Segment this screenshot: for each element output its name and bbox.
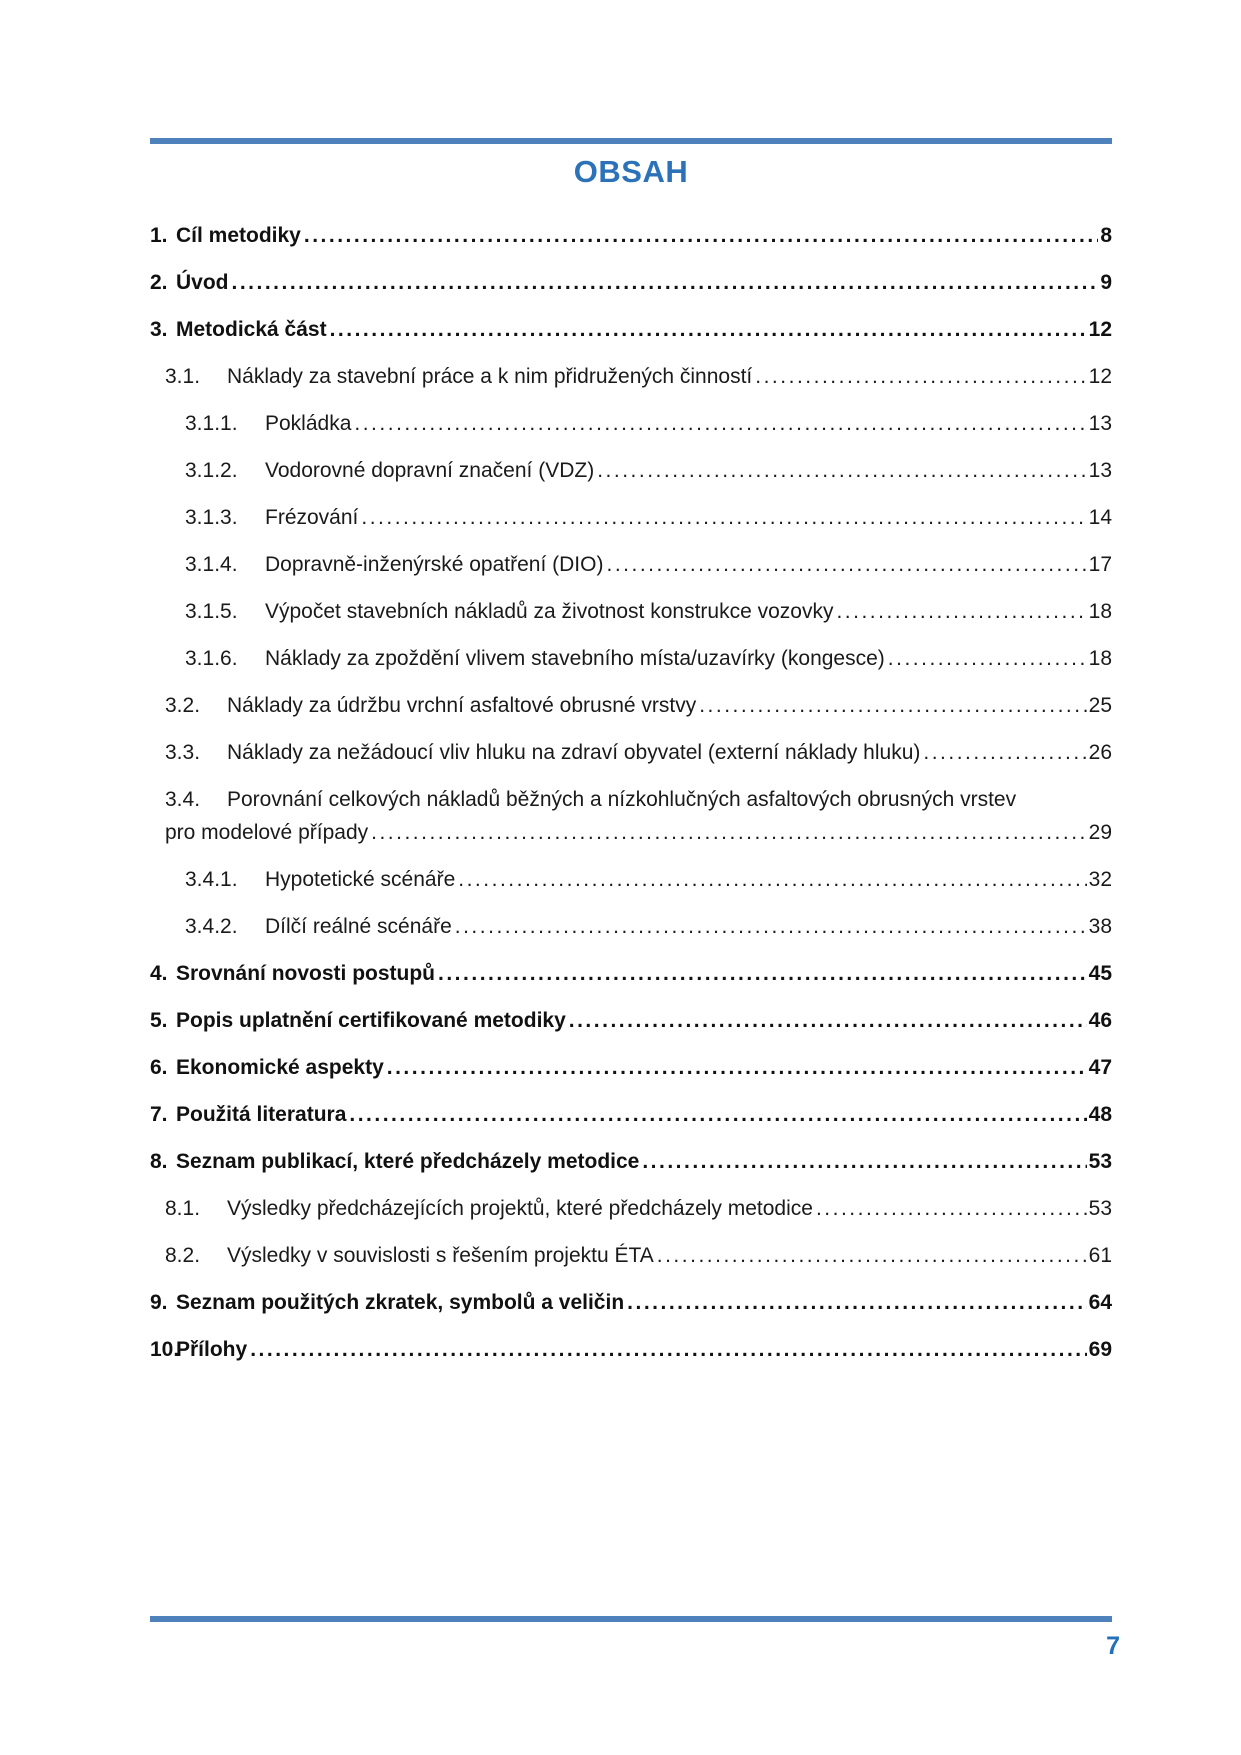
- toc-leader-dots: [458, 866, 1086, 893]
- toc-entry-label: Seznam použitých zkratek, symbolů a veličin: [176, 1291, 625, 1314]
- toc-entry[interactable]: [150, 269, 1112, 296]
- toc-entry-number: 3.: [150, 318, 168, 341]
- toc-entry-number: 10.: [150, 1338, 180, 1361]
- toc-entry-page: 12: [1088, 318, 1112, 341]
- toc-entry-label: Popis uplatnění certifikované metodiky: [176, 1009, 566, 1032]
- toc-entry-number: 9.: [150, 1291, 168, 1314]
- toc-leader-dots: [627, 1289, 1086, 1316]
- toc-entry[interactable]: [150, 786, 1112, 813]
- toc-entry-label: Seznam publikací, které předcházely metodice: [176, 1150, 640, 1173]
- toc-entry[interactable]: [150, 960, 1112, 987]
- toc-leader-dots: [642, 1148, 1086, 1175]
- toc-entry-number: 2.: [150, 271, 168, 294]
- toc-entry-label: Frézování: [265, 506, 359, 529]
- toc-entry-number: 6.: [150, 1056, 168, 1079]
- toc-entry-number: 5.: [150, 1009, 168, 1032]
- toc-entry-page: 18: [1088, 647, 1112, 670]
- toc-leader-dots: [606, 551, 1086, 578]
- toc-entry-label: Náklady za stavební práce a k nim přidružených činností: [227, 365, 753, 388]
- toc-entry-page: 9: [1100, 271, 1112, 294]
- toc-leader-dots: [330, 316, 1087, 343]
- toc-entry-page: 61: [1088, 1244, 1112, 1267]
- toc-entry[interactable]: [150, 1007, 1112, 1034]
- toc-entry-number: 3.1.3.: [185, 506, 238, 529]
- toc-entry-label: Ekonomické aspekty: [176, 1056, 384, 1079]
- toc-leader-dots: [455, 913, 1087, 940]
- toc-entry-page: 14: [1088, 506, 1112, 529]
- toc-leader-dots: [250, 1336, 1086, 1363]
- toc-leader-dots: [354, 410, 1086, 437]
- toc-entry[interactable]: [150, 1289, 1112, 1316]
- toc-entry-number: 3.2.: [165, 694, 201, 717]
- toc-entry-page: 48: [1088, 1103, 1112, 1126]
- toc-entry-label: Náklady za údržbu vrchní asfaltové obrusné vrstvy: [227, 694, 697, 717]
- toc-entry-page: 29: [1088, 821, 1112, 844]
- toc-entry[interactable]: [150, 866, 1112, 893]
- toc-entry-page: 53: [1088, 1150, 1112, 1173]
- toc-entry[interactable]: [150, 222, 1112, 249]
- toc-entry[interactable]: [150, 363, 1112, 390]
- toc-entry-label: Přílohy: [176, 1338, 248, 1361]
- toc-entry-label: Srovnání novosti postupů: [176, 962, 436, 985]
- footer-page-number: 7: [1106, 1632, 1120, 1660]
- toc-entry-number: 8.2.: [165, 1244, 201, 1267]
- toc-entry-number: 3.4.1.: [185, 868, 238, 891]
- toc-entry[interactable]: [150, 739, 1112, 766]
- toc-entry[interactable]: [150, 913, 1112, 940]
- toc-leader-dots: [923, 739, 1086, 766]
- toc-entry-label: Úvod: [176, 271, 229, 294]
- toc-entry-number: 3.4.2.: [185, 915, 238, 938]
- toc-entry[interactable]: [150, 1336, 1112, 1363]
- toc-list: [150, 212, 1112, 1383]
- toc-entry-page: 13: [1088, 459, 1112, 482]
- toc-leader-dots: [888, 645, 1087, 672]
- bottom-divider-rule: [150, 1616, 1112, 1622]
- toc-entry-label: Hypotetické scénáře: [265, 868, 456, 891]
- toc-entry-label: Pokládka: [265, 412, 352, 435]
- toc-leader-dots: [816, 1195, 1087, 1222]
- toc-entry[interactable]: [150, 1148, 1112, 1175]
- toc-entry[interactable]: [150, 1242, 1112, 1269]
- toc-entry-number: 8.: [150, 1150, 168, 1173]
- toc-leader-dots: [371, 819, 1087, 846]
- toc-entry-page: 18: [1088, 600, 1112, 623]
- toc-entry-number: 1.: [150, 224, 168, 247]
- toc-title: OBSAH: [573, 154, 689, 189]
- toc-leader-dots: [438, 960, 1087, 987]
- toc-entry-page: 25: [1088, 694, 1112, 717]
- toc-leader-dots: [361, 504, 1086, 531]
- toc-entry-label: Použitá literatura: [176, 1103, 347, 1126]
- toc-leader-dots: [349, 1101, 1086, 1128]
- toc-leader-dots: [569, 1007, 1087, 1034]
- toc-entry-number: 3.1.1.: [185, 412, 238, 435]
- toc-entry-page: 53: [1088, 1197, 1112, 1220]
- toc-entry[interactable]: [150, 692, 1112, 719]
- toc-entry-number: 8.1.: [165, 1197, 201, 1220]
- toc-entry[interactable]: [150, 457, 1112, 484]
- toc-entry-label: Cíl metodiky: [176, 224, 301, 247]
- toc-entry-page: 46: [1088, 1009, 1112, 1032]
- toc-leader-dots: [755, 363, 1086, 390]
- toc-entry-label: Vodorovné dopravní značení (VDZ): [265, 459, 595, 482]
- toc-entry-number: 3.3.: [165, 741, 201, 764]
- toc-entry-page: 8: [1100, 224, 1112, 247]
- toc-entry-number: 3.1.5.: [185, 600, 238, 623]
- toc-entry-page: 47: [1088, 1056, 1112, 1079]
- toc-entry-number: 7.: [150, 1103, 168, 1126]
- toc-entry-label: Dílčí reálné scénáře: [265, 915, 452, 938]
- toc-entry-label: Výsledky v souvislosti s řešením projektu ÉTA: [227, 1244, 654, 1267]
- toc-entry-page: 64: [1088, 1291, 1112, 1314]
- toc-entry[interactable]: [150, 1101, 1112, 1128]
- toc-entry-page: 38: [1088, 915, 1112, 938]
- toc-entry-page: 12: [1088, 365, 1112, 388]
- toc-entry-page: 17: [1088, 553, 1112, 576]
- toc-entry-label: Náklady za zpoždění vlivem stavebního místa/uzavírky (kongesce): [265, 647, 885, 670]
- toc-entry[interactable]: [150, 410, 1112, 437]
- toc-entry-number: 4.: [150, 962, 168, 985]
- toc-leader-dots: [597, 457, 1086, 484]
- toc-entry[interactable]: [150, 504, 1112, 531]
- top-divider-rule: [150, 138, 1112, 144]
- toc-entry[interactable]: [150, 1195, 1112, 1222]
- toc-entry-page: 32: [1088, 868, 1112, 891]
- toc-entry-number: 3.4.: [165, 788, 201, 811]
- toc-entry-label: Porovnání celkových nákladů běžných a nízkohlučných asfaltových obrusných vrstev: [227, 788, 1017, 811]
- toc-leader-dots: [699, 692, 1086, 719]
- toc-entry-number: 3.1.: [165, 365, 201, 388]
- toc-entry-number: 3.1.2.: [185, 459, 238, 482]
- toc-entry[interactable]: [150, 551, 1112, 578]
- toc-entry[interactable]: [150, 1054, 1112, 1081]
- toc-entry-number: 3.1.4.: [185, 553, 238, 576]
- toc-entry-label: Metodická část: [176, 318, 327, 341]
- toc-entry-label: Dopravně-inženýrské opatření (DIO): [265, 553, 604, 576]
- toc-leader-dots: [232, 269, 1099, 296]
- toc-entry-label: Výsledky předcházejících projektů, které předcházely metodice: [227, 1197, 813, 1220]
- toc-entry-page: 26: [1088, 741, 1112, 764]
- toc-entry-label: pro modelové případy: [165, 821, 369, 844]
- toc-leader-dots: [657, 1242, 1087, 1269]
- toc-entry-page: 45: [1088, 962, 1112, 985]
- toc-entry-label: Náklady za nežádoucí vliv hluku na zdraví obyvatel (externí náklady hluku): [227, 741, 921, 764]
- toc-entry-page: 13: [1088, 412, 1112, 435]
- toc-entry-number: 3.1.6.: [185, 647, 238, 670]
- toc-entry-continuation[interactable]: [150, 819, 1112, 846]
- toc-entry[interactable]: [150, 645, 1112, 672]
- toc-entry-label: Výpočet stavebních nákladů za životnost konstrukce vozovky: [265, 600, 834, 623]
- toc-leader-dots: [836, 598, 1086, 625]
- toc-entry-page: 69: [1088, 1338, 1112, 1361]
- toc-entry[interactable]: [150, 316, 1112, 343]
- toc-leader-dots: [304, 222, 1098, 249]
- toc-leader-dots: [387, 1054, 1087, 1081]
- toc-entry[interactable]: [150, 598, 1112, 625]
